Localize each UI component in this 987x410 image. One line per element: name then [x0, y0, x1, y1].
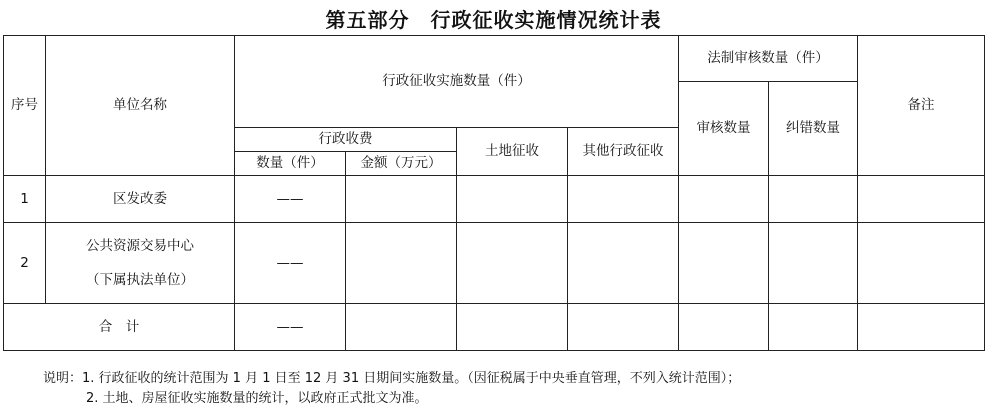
header-review-count: 审核数量	[679, 82, 769, 176]
cell-empty	[679, 223, 769, 304]
row-seq: 2	[4, 223, 46, 304]
dash-mark: ——	[276, 318, 304, 335]
cell-empty	[858, 304, 985, 351]
note-line-1: 说明：1. 行政征收的统计范围为 1 月 1 日至 12 月 31 日期间实施数量。（因征税属于中央垂直管理，不列入统计范围）；	[43, 371, 741, 386]
row-unit-line1: 公共资源交易中心	[86, 238, 194, 254]
cell-empty	[769, 304, 858, 351]
cell-empty	[568, 223, 679, 304]
header-unit-name: 单位名称	[46, 36, 235, 176]
row-seq: 1	[4, 176, 46, 223]
table-row	[4, 223, 985, 304]
cell-empty	[457, 176, 568, 223]
note-line-2: 2. 土地、房屋征收实施数量的统计，以政府正式批文为准。	[86, 391, 428, 406]
total-row	[4, 304, 985, 351]
cell-empty	[858, 223, 985, 304]
header-admin-fee: 行政收费	[235, 128, 457, 152]
header-other: 其他行政征收	[568, 128, 679, 176]
cell-empty	[568, 176, 679, 223]
total-label: 合 计	[4, 304, 235, 351]
header-remarks: 备注	[858, 36, 985, 176]
cell-empty	[457, 304, 568, 351]
cell-empty	[568, 304, 679, 351]
cell-empty	[457, 223, 568, 304]
notes	[43, 369, 740, 409]
header-seq: 序号	[4, 36, 46, 176]
cell-empty	[679, 304, 769, 351]
cell-empty	[346, 176, 457, 223]
header-fee-amount: 金额（万元）	[346, 152, 457, 176]
row-fee-count	[235, 223, 346, 304]
row-unit: 区发改委	[46, 176, 235, 223]
cell-empty	[346, 223, 457, 304]
cell-empty	[346, 304, 457, 351]
total-fee-count	[235, 304, 346, 351]
page-title: 第五部分 行政征收实施情况统计表	[325, 8, 662, 32]
cell-empty	[858, 176, 985, 223]
header-impl-count: 行政征收实施数量（件）	[235, 36, 679, 128]
cell-empty	[769, 223, 858, 304]
table-row	[4, 176, 985, 223]
statistics-table	[3, 35, 985, 351]
header-fee-count: 数量（件）	[235, 152, 346, 176]
cell-empty	[769, 176, 858, 223]
header-land: 土地征收	[457, 128, 568, 176]
cell-empty	[679, 176, 769, 223]
header-legal-review: 法制审核数量（件）	[679, 36, 858, 82]
row-fee-count	[235, 176, 346, 223]
row-unit	[46, 223, 235, 304]
header-correction-count: 纠错数量	[769, 82, 858, 176]
dash-mark: ——	[276, 254, 304, 271]
dash-mark: ——	[276, 190, 304, 207]
row-unit-line2: （下属执法单位）	[86, 272, 194, 288]
